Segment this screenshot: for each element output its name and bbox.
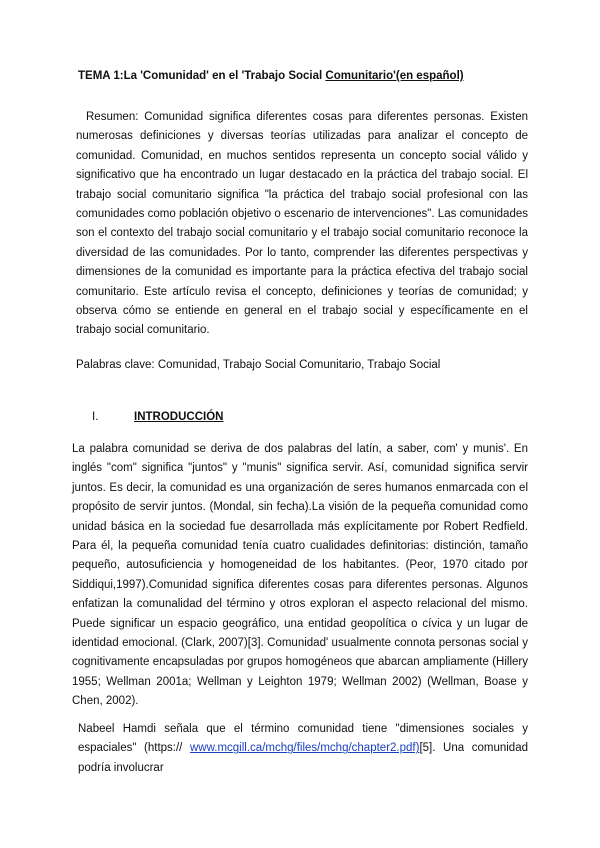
section-number: I. xyxy=(92,411,99,423)
intro-paragraph: La palabra comunidad se deriva de dos palabras del latín, a saber, com' y munis'. En inglés "com" significa "juntos" y "munis" significa servir. Así, comunidad significa servir juntos. Es decir, la comunidad es una organización de seres humanos enmarcada con el propósito de servir juntos. (Mondal, sin fecha).La visión de la pequeña comunidad como unidad básica en la sociedad fue desarrollada más explícitamente por Robert Redfield. Para él, la pequeña comunidad tenía cuatro cualidades definitorias: distinción, tamaño pequeño, autosuficiencia y homogeneidad de los habitantes. (Peor, 1970 citado por Siddiqui,1997).Comunidad significa diferentes cosas para diferentes personas. Algunos enfatizan la comunalidad del término y otros exploran el aspecto relacional del mismo. Puede significar un espacio geográfico, una entidad geopolítica o cívica y un lugar de identidad emocional. (Clark, 2007)[3]. Comunidad' usualmente connota personas social y cognitivamente encapsuladas por grupos homogéneos que abarcan ampliamente (Hillery 1955; Wellman 2001a; Wellman y Leighton 1979; Wellman 2002) (Wellman, Boase y Chen, 2002). xyxy=(72,443,528,708)
document-title xyxy=(78,70,548,82)
title-part-2: Comunitario'(en español) xyxy=(325,70,464,82)
source-link[interactable]: www.mcgill.ca/mchg/files/mchg/chapter2.pdf) xyxy=(189,742,420,755)
abstract-paragraph xyxy=(76,108,528,341)
section-heading xyxy=(92,408,223,426)
section-label: INTRODUCCIÓN xyxy=(134,411,224,423)
title-part-1: TEMA 1:La 'Comunidad' en el 'Trabajo Social xyxy=(78,70,326,82)
para2-text-before: Nabeel Hamdi señala que el término comunidad tiene "dimensiones sociales y espaciales" (https:// xyxy=(78,723,528,755)
para2-text-after: [5]. Una comunidad podría involucrar xyxy=(78,742,528,774)
keywords-line: Palabras clave: Comunidad, Trabajo Social Comunitario, Trabajo Social xyxy=(76,359,441,371)
second-paragraph xyxy=(78,720,528,778)
abstract-text: Resumen: Comunidad significa diferentes cosas para diferentes personas. Existen numerosas definiciones y diversas teorías utilizadas para analizar el concepto de comunidad. Comunidad, en muchos sentidos representa un concepto social válido y significativo que ha encontrado un lugar destacado en la práctica del trabajo social. El trabajo social comunitario significa "la práctica del trabajo social profesional con las comunidades como población objetivo o escenario de intervenciones". Las comunidades son el contexto del trabajo social comunitario y el trabajo social comunitario reconoce la diversidad de las comunidades. Por lo tanto, comprender las diferentes perspectivas y dimensiones de la comunidad es importante para la práctica efectiva del trabajo social comunitario. Este artículo revisa el concepto, definiciones y teorías de comunidad; y observa cómo se entiende en general en el trabajo social y específicamente en el trabajo social comunitario. xyxy=(76,111,528,337)
